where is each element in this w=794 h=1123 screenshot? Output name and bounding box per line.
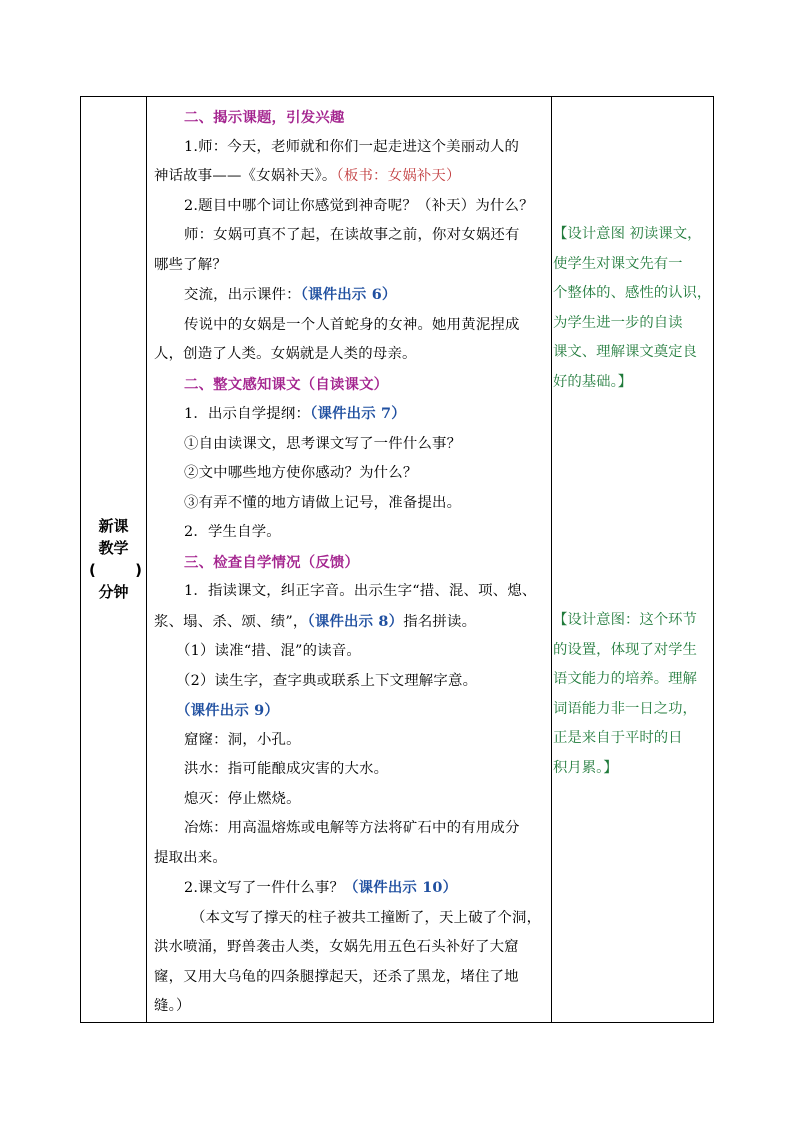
courseware-tag: （课件出示 7） bbox=[310, 405, 406, 422]
design-note-line: 词语能力非一日之功， bbox=[553, 700, 697, 717]
design-note-line: 积月累。】 bbox=[553, 759, 618, 776]
courseware-tag: （课件出示 8） bbox=[307, 612, 404, 630]
section-heading: 二、揭示课题，引发兴趣 bbox=[184, 109, 345, 126]
design-note-line: 课文、理解课文奠定良 bbox=[553, 344, 697, 360]
row-label-line1: 新课 bbox=[98, 517, 129, 536]
design-notes bbox=[552, 220, 713, 783]
design-note-line: 为学生进一步的自读 bbox=[553, 314, 683, 331]
list-item: （2）读生字，查字典或联系上下文理解字意。 bbox=[176, 672, 478, 689]
design-note-line: 好的基础。】 bbox=[553, 373, 633, 390]
paragraph: 洪水喷涌，野兽袭击人类，女娲先用五色石头补好了大窟 bbox=[154, 939, 519, 955]
definition: 提取出来。 bbox=[154, 849, 227, 866]
paragraph: 2.课文写了一件什么事？（课件出示 10） bbox=[184, 879, 458, 896]
paragraph: 2．学生自学。 bbox=[184, 524, 281, 540]
design-note-line: 使学生对课文先有一 bbox=[553, 255, 683, 272]
paragraph: 哪些了解？ bbox=[154, 256, 227, 273]
courseware-tag: （课件出示 10） bbox=[344, 879, 458, 896]
definition: 冶炼：用高温熔炼或电解等方法将矿石中的有用成分 bbox=[184, 820, 520, 836]
definition: 熄灭：停止燃烧。 bbox=[184, 790, 301, 807]
main-content-cell bbox=[147, 97, 552, 1023]
lesson-plan-table bbox=[80, 96, 714, 1023]
paragraph: 浆、塌、杀、颂、绩”，（课件出示 8）指名拼读。 bbox=[154, 612, 477, 630]
design-note-line: 语文能力的培养。理解 bbox=[553, 671, 697, 687]
design-note-cell bbox=[552, 97, 714, 1023]
paragraph: 窿，又用大乌龟的四条腿撑起天，还杀了黑龙，堵住了地 bbox=[154, 968, 519, 985]
design-note-line: 【设计意图：这个环节 bbox=[553, 612, 697, 628]
design-note-line: 的设置，体现了对学生 bbox=[553, 641, 697, 658]
section-heading: 三、检查自学情况（反馈） bbox=[184, 553, 360, 571]
paragraph: 神话故事——《女娲补天》。（板书：女娲补天） bbox=[154, 168, 461, 184]
paragraph: 交流，出示课件：（课件出示 6） bbox=[184, 286, 397, 303]
paragraph: 传说中的女娲是一个人首蛇身的女神。她用黄泥捏成 bbox=[184, 316, 520, 333]
courseware-tag: （课件出示 9） bbox=[176, 702, 279, 719]
design-note-line: 正是来自于平时的日 bbox=[553, 730, 683, 746]
list-item: ③有弄不懂的地方请做上记号，准备提出。 bbox=[184, 494, 462, 511]
design-note-line: 【设计意图 初读课文， bbox=[553, 226, 702, 242]
main-content bbox=[147, 97, 551, 1022]
paragraph: 缝。） bbox=[154, 998, 191, 1014]
definition: 窟窿：洞，小孔。 bbox=[184, 731, 301, 748]
row-label-cell bbox=[81, 97, 147, 1023]
board-note: （板书：女娲补天） bbox=[336, 168, 461, 184]
definition: 洪水：指可能酿成灾害的大水。 bbox=[184, 761, 389, 777]
paragraph: 师：女娲可真不了起，在读故事之前，你对女娲还有 bbox=[184, 227, 520, 243]
row-label-line2: 教学 bbox=[98, 539, 129, 558]
section-heading: 二、整文感知课文（自读课文） bbox=[184, 375, 389, 393]
row-label bbox=[81, 515, 146, 603]
list-item: （1）读准“措、混”的读音。 bbox=[176, 643, 361, 659]
paragraph: 1.师：今天，老师就和你们一起走进这个美丽动人的 bbox=[184, 138, 520, 155]
row-label-parens: ( ) bbox=[89, 561, 142, 580]
courseware-tag: （课件出示 6） bbox=[300, 286, 397, 303]
list-item: ①自由读课文，思考课文写了一件什么事？ bbox=[184, 435, 462, 452]
paragraph: 1．出示自学提纲：（课件出示 7） bbox=[184, 405, 406, 422]
design-note-line: 个整体的、感性的认识， bbox=[553, 285, 712, 301]
row-label-line4: 分钟 bbox=[98, 583, 129, 602]
list-item: ②文中哪些地方使你感动？为什么？ bbox=[184, 465, 418, 481]
paragraph: 1．指读课文，纠正字音。出示生字“措、混、项、熄、 bbox=[184, 583, 537, 599]
paragraph: 2.题目中哪个词让你感觉到神奇呢？（补天）为什么？ bbox=[184, 197, 534, 214]
paragraph: （本文写了撑天的柱子被共工撞断了，天上破了个洞， bbox=[191, 909, 542, 926]
paragraph: 人，创造了人类。女娲就是人类的母亲。 bbox=[154, 346, 417, 362]
